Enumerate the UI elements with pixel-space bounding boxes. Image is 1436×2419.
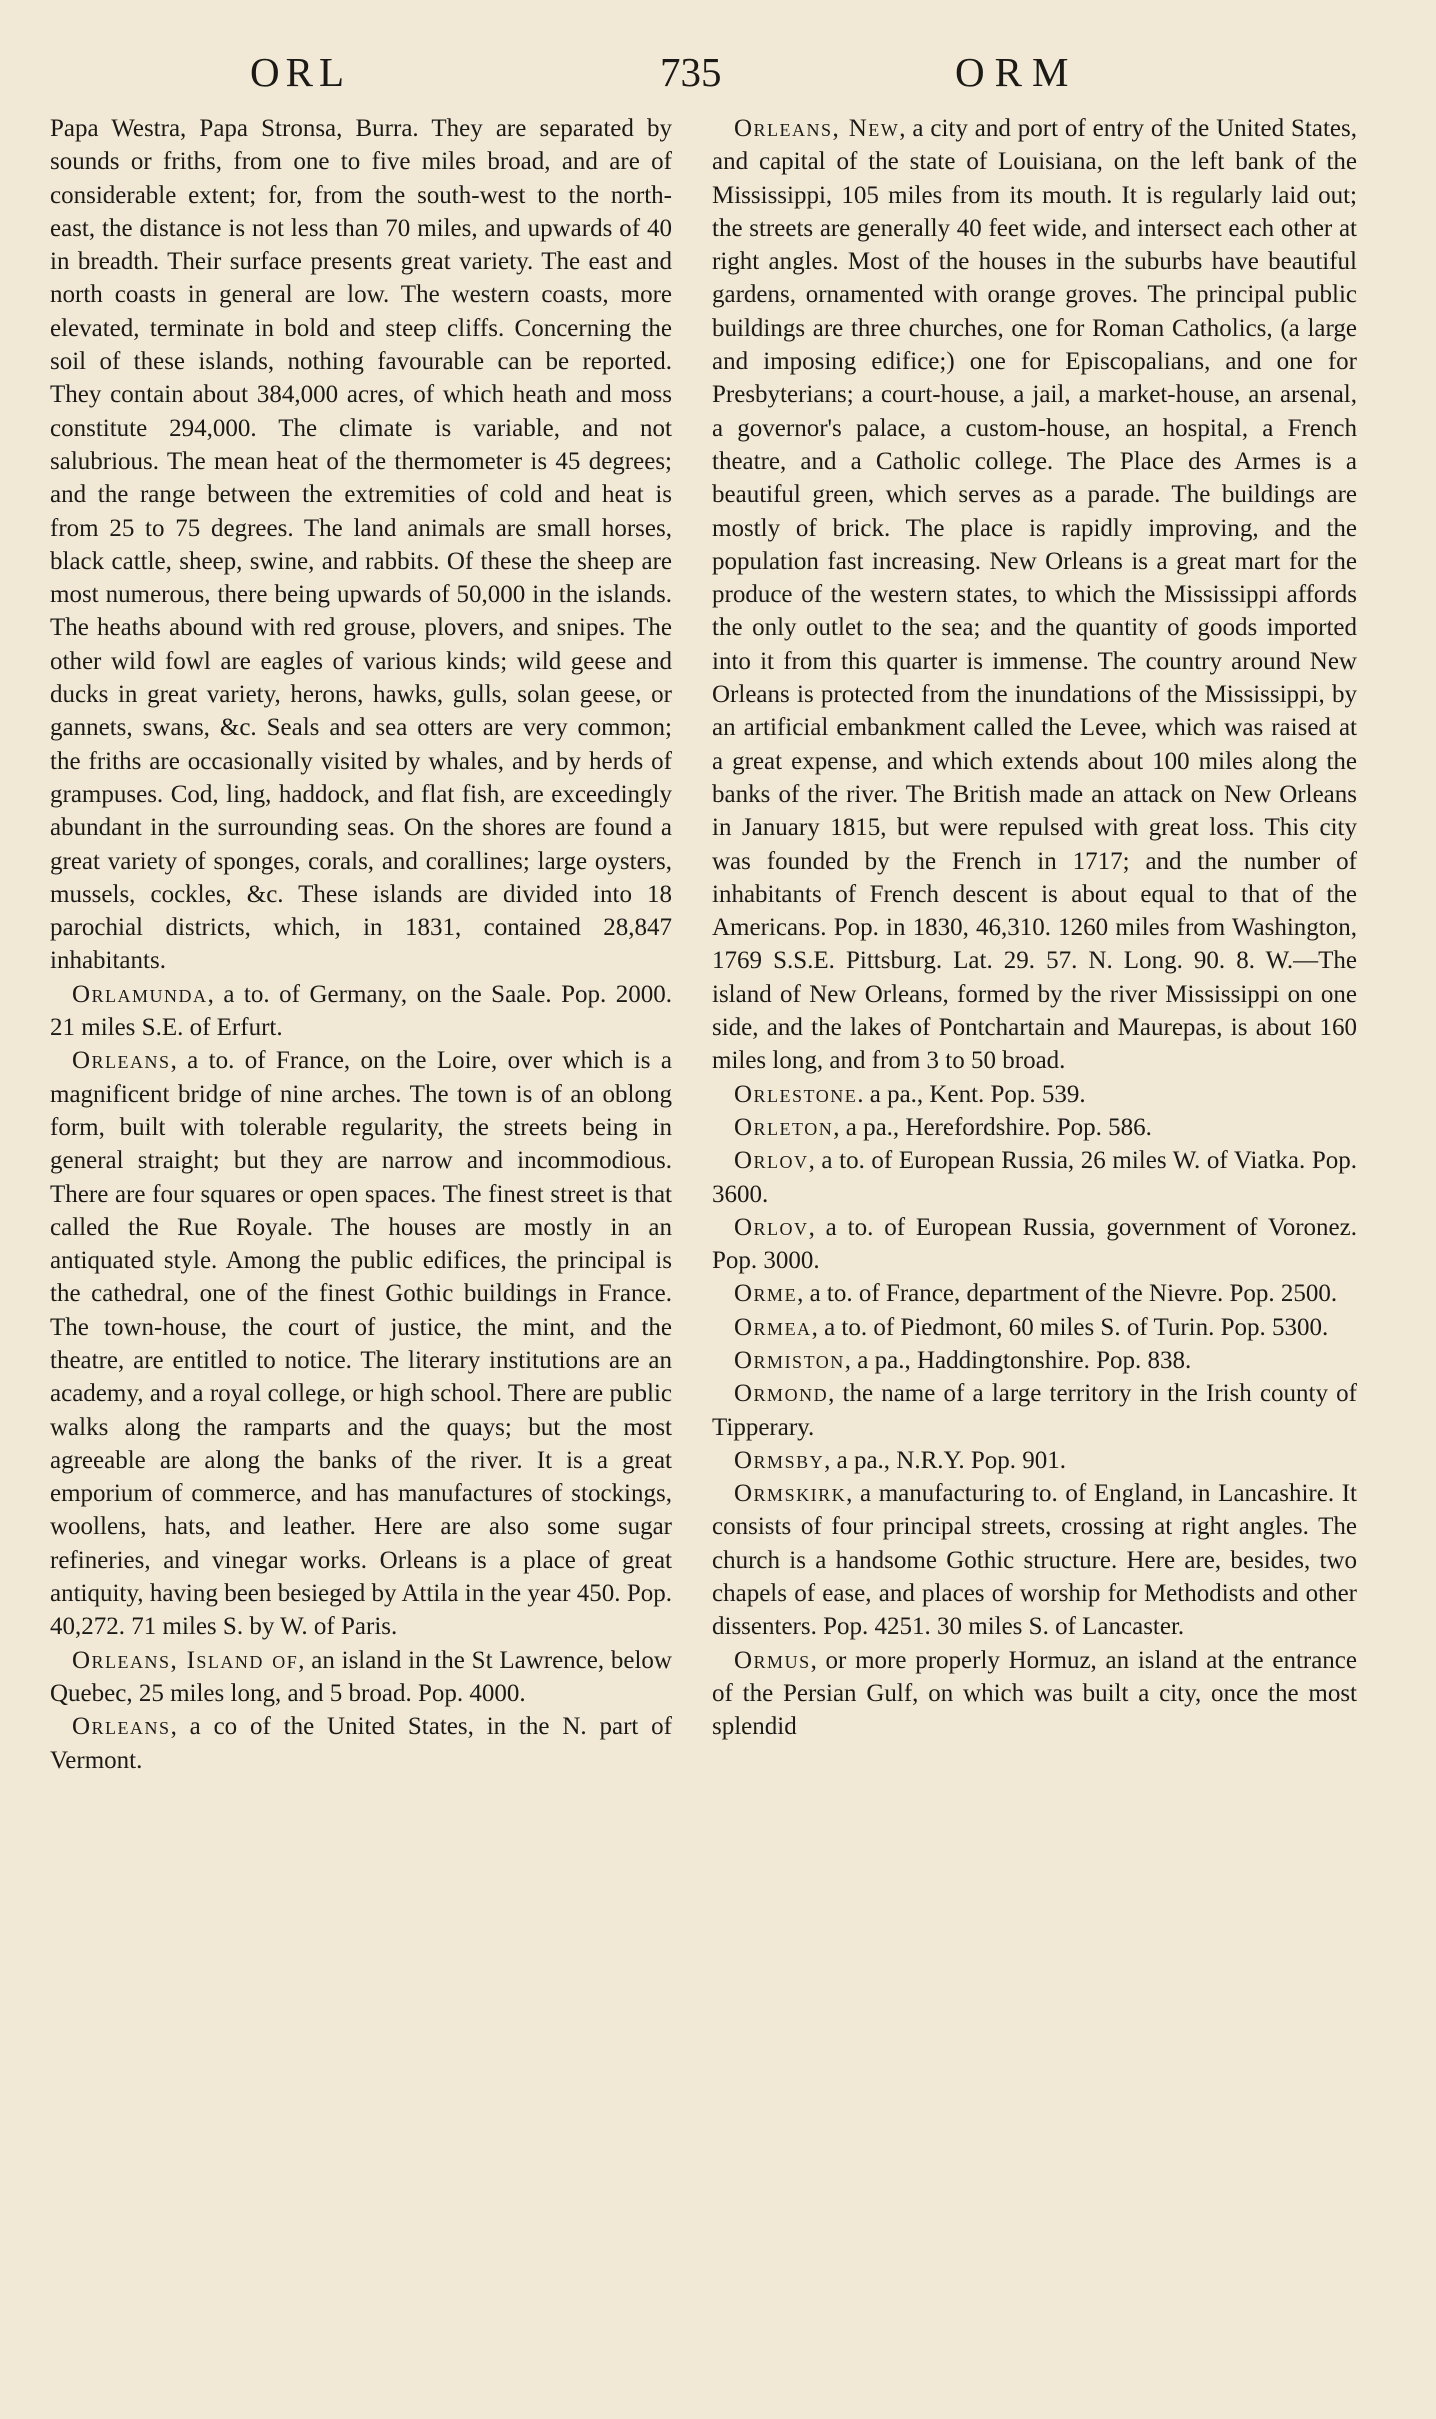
entry <box>712 1477 1357 1643</box>
entry-text: , a pa., Haddingtonshire. Pop. 838. <box>844 1346 1192 1374</box>
entry <box>712 1311 1357 1344</box>
entry <box>50 112 672 978</box>
entry <box>712 1644 1357 1744</box>
entry-text: , the name of a large territory in the Irish county of Tipperary. <box>712 1380 1357 1441</box>
entry-text: , an island in the St Lawrence, below Quebec, 25 miles long, and 5 broad. Pop. 4000. <box>50 1646 672 1707</box>
entry <box>50 1644 672 1711</box>
entry-headword: Ormus <box>734 1646 811 1674</box>
entry-headword: Orlov <box>734 1213 809 1241</box>
entry-text: , a to. of European Russia, government of Voronez. Pop. 3000. <box>712 1213 1357 1275</box>
entry-text: , a to. of European Russia, 26 miles W. of Viatka. Pop. 3600. <box>712 1147 1357 1208</box>
running-header <box>0 48 1436 108</box>
entry <box>50 978 672 1045</box>
header-left-guide: ORL <box>250 49 350 95</box>
entry-text: Papa Westra, Papa Stronsa, Burra. They are separated by sounds or friths, from one to five miles broad, and are of considerable extent; for, from the south-west to the north-east, the distance is not less than 70 miles, and upwards of 40 in breadth. Their surface presents great variety. The east and north coasts in general are low. The western coasts, more elevated, terminate in bold and steep cliffs. Concerning the soil of these islands, nothing favourable can be reported. They contain about 384,000 acres, of which heath and moss constitute 294,000. The climate is variable, and not salubrious. The mean heat of the thermometer is 45 degrees; and the range between the extremities of cold and heat is from 25 to 75 degrees. The land animals are small horses, black cattle, sheep, swine, and rabbits. Of these the sheep are most numerous, there being upwards of 50,000 in the islands. The heaths abound with red grouse, plovers, and snipes. The other wild fowl are eagles of various kinds; wild geese and ducks in great variety, herons, hawks, gulls, solan geese, or gannets, swans, &c. Seals and sea otters are very common; the friths are occasionally visited by whales, and by herds of grampuses. Cod, ling, haddock, and flat fish, are exceedingly abundant in the surrounding seas. On the shores are found a great variety of sponges, corals, and corallines; large oysters, mussels, cockles, &c. These islands are divided into 18 parochial districts, which, in 1831, contained 28,847 inhabitants. <box>50 115 672 975</box>
entry <box>50 1710 672 1777</box>
right-column <box>712 112 1357 1744</box>
entry <box>712 1277 1357 1310</box>
entry-headword: Orleans, Island of <box>72 1646 299 1674</box>
entry-text: , a to. of Piedmont, 60 miles S. of Turin. Pop. 5300. <box>811 1313 1329 1341</box>
entry-headword: Orleans, New <box>734 115 900 142</box>
entry-headword: Orlestone <box>734 1080 858 1108</box>
entry-headword: Orlov <box>734 1147 809 1175</box>
entry-text: , a to. of Germany, on the Saale. Pop. 2000. 21 miles S.E. of Erfurt. <box>50 980 672 1042</box>
entry-headword: Ormskirk <box>734 1480 847 1508</box>
entry-headword: Orme <box>734 1280 798 1308</box>
entry-text: , a co of the United States, in the N. part of Vermont. <box>50 1713 672 1774</box>
entry-headword: Orleans <box>72 1713 171 1741</box>
entry-headword: Ormiston <box>734 1346 845 1374</box>
entry <box>712 1444 1357 1477</box>
header-right-guide: ORM <box>955 49 1079 95</box>
entry-text: , a to. of France, department of the Nievre. Pop. 2500. <box>797 1280 1338 1308</box>
entry-text: , a manufacturing to. of England, in Lancashire. It consists of four principal streets, crossing at right angles. The church is a handsome Gothic structure. Here are, besides, two chapels of ease, and places of worship for Methodists and other dissenters. Pop. 4251. 30 miles S. of Lancaster. <box>712 1480 1357 1641</box>
page-number: 735 <box>660 49 722 95</box>
entry-text: , or more properly Hormuz, an island at the entrance of the Persian Gulf, on which was built a city, once the most splendid <box>712 1646 1357 1741</box>
entry-headword: Orleton <box>734 1113 834 1141</box>
left-column <box>50 112 672 1777</box>
entry <box>712 1144 1357 1211</box>
entry-headword: Ormsby <box>734 1446 825 1474</box>
entry-headword: Orleans <box>72 1047 171 1075</box>
entry <box>50 1044 672 1643</box>
entry <box>712 112 1357 1078</box>
entry <box>712 1377 1357 1444</box>
entry-headword: Ormea <box>734 1313 812 1341</box>
entry-headword: Ormond <box>734 1380 829 1408</box>
entry-headword: Orlamunda <box>72 980 208 1008</box>
entry-text: , a pa., N.R.Y. Pop. 901. <box>824 1446 1067 1474</box>
entry-text: , a city and port of entry of the United States, and capital of the state of Louisiana, on the left bank of the Mississippi, 105 miles from its mouth. It is regularly laid out; the streets are generally 40 feet wide, and intersect each other at right angles. Most of the houses in the suburbs have beautiful gardens, ornamented with orange groves. The principal public buildings are three churches, one for Roman Catholics, (a large and imposing edifice;) one for Episcopalians, and one for Presbyterians; a court-house, a jail, a market-house, an arsenal, a governor's palace, a custom-house, an hospital, a French theatre, and a Catholic college. The Place des Armes is a beautiful green, which serves as a parade. The buildings are mostly of brick. The place is rapidly improving, and the population fast increasing. New Orleans is a great mart for the produce of the western states, to which the Mississippi affords the only outlet to the sea; and the quantity of goods imported into it from this quarter is immense. The country around New Orleans is protected from the inundations of the Mississippi, by an artificial embankment called the Levee, which was raised at a great expense, and which extends about 100 miles along the banks of the river. The British made an attack on New Orleans in January 1815, but were repulsed with great loss. This city was founded by the French in 1717; and the number of inhabitants of French descent is about equal to that of the Americans. Pop. in 1830, 46,310. 1260 miles from Washington, 1769 S.S.E. Pittsburg. Lat. 29. 57. N. Long. 90. 8. W.—The island of New Orleans, formed by the river Mississippi on one side, and the lakes of Pontchartain and Maurepas, is about 160 miles long, and from 3 to 50 broad. <box>712 115 1357 1075</box>
entry <box>712 1211 1357 1278</box>
entry-text: , a pa., Herefordshire. Pop. 586. <box>833 1113 1152 1141</box>
entry <box>712 1344 1357 1377</box>
entry <box>712 1111 1357 1144</box>
entry <box>712 1078 1357 1111</box>
entry-text: . a pa., Kent. Pop. 539. <box>857 1080 1086 1108</box>
entry-text: , a to. of France, on the Loire, over which is a magnificent bridge of nine arches. The town is of an oblong form, built with tolerable regularity, the streets being in general straight; but they are narrow and incommodious. There are four squares or open spaces. The finest street is that called the Rue Royale. The houses are mostly in an antiquated style. Among the public edifices, the principal is the cathedral, one of the finest Gothic buildings in France. The town-house, the court of justice, the mint, and the theatre, are entitled to notice. The literary institutions are an academy, and a royal college, or high school. There are public walks along the ramparts and the quays; but the most agreeable are along the banks of the river. It is a great emporium of commerce, and has manufactures of stockings, woollens, hats, and leather. Here are also some sugar refineries, and vinegar works. Orleans is a place of great antiquity, having been besieged by Attila in the year 450. Pop. 40,272. 71 miles S. by W. of Paris. <box>50 1047 672 1641</box>
